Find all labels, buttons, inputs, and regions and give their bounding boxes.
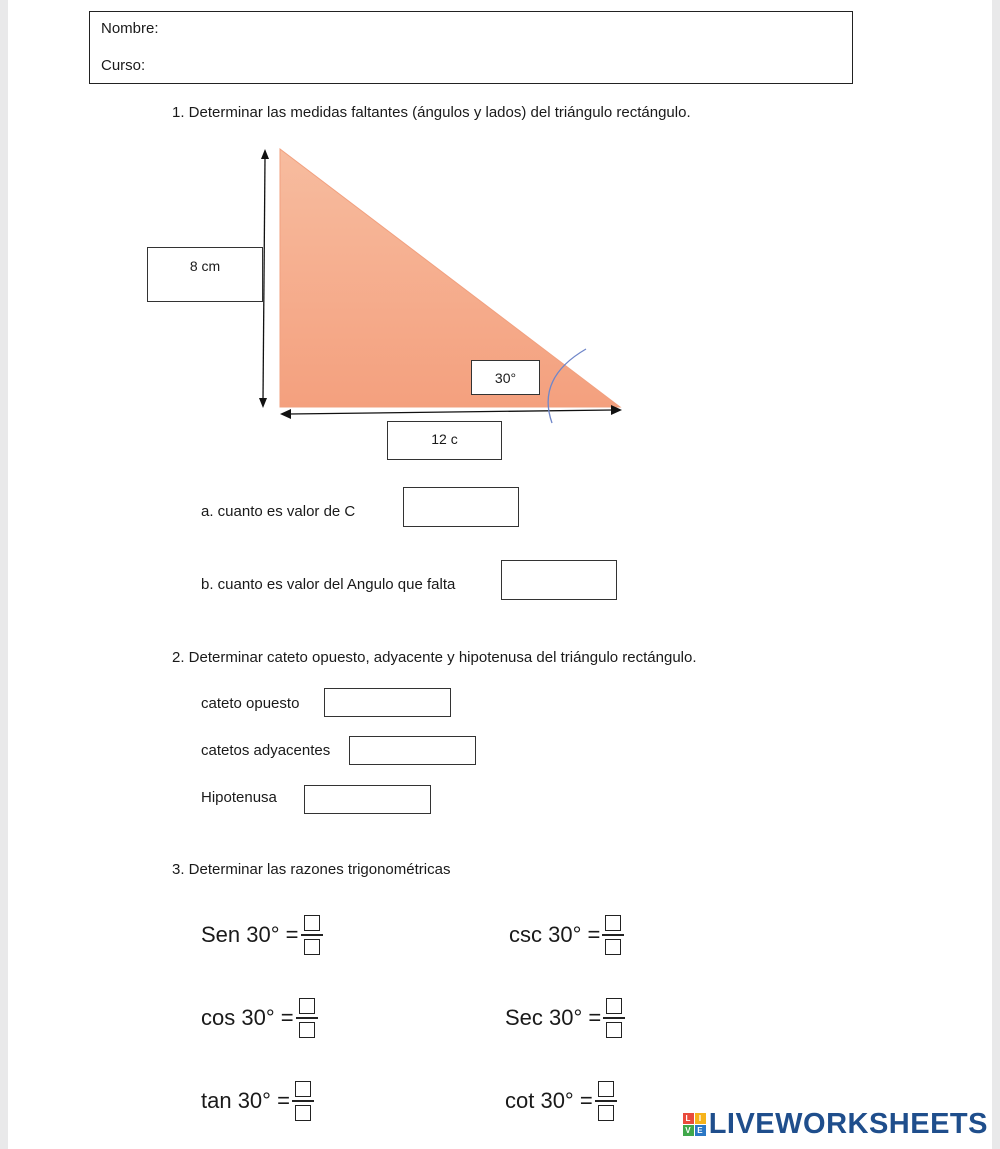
base-length-label: 12 c (431, 431, 458, 447)
question-1-title: 1. Determinar las medidas faltantes (ángulos y lados) del triángulo rectángulo. (172, 104, 691, 121)
side-length-box (147, 247, 263, 302)
sen-row (201, 915, 323, 955)
question-1a-label: a. cuanto es valor de C (201, 503, 356, 520)
angle-label: 30° (494, 370, 517, 386)
cot-label: cot 30° = (505, 1088, 593, 1113)
base-length-box (387, 421, 502, 460)
answer-c-input[interactable] (403, 487, 519, 527)
fraction-bar (296, 1017, 318, 1019)
hipotenusa-label: Hipotenusa (201, 789, 277, 806)
fraction-bar (602, 934, 624, 936)
tan-label: tan 30° = (201, 1088, 290, 1113)
logo-letter: V (683, 1125, 694, 1136)
logo-letter: E (695, 1125, 706, 1136)
fraction-bar (301, 934, 323, 936)
curso-label: Curso: (101, 57, 146, 74)
sen-denominator-input[interactable] (304, 939, 320, 955)
answer-angle-input[interactable] (501, 560, 617, 600)
cateto-opuesto-label: cateto opuesto (201, 695, 300, 712)
base-arrow-left (280, 409, 291, 419)
question-2-title: 2. Determinar cateto opuesto, adyacente y hipotenusa del triángulo rectángulo. (172, 649, 697, 666)
height-dimension-line (263, 158, 265, 400)
fraction-bar (595, 1100, 617, 1102)
liveworksheets-logo (683, 1108, 988, 1141)
cos-fraction (296, 998, 318, 1038)
cot-numerator-input[interactable] (598, 1081, 614, 1097)
sen-fraction (301, 915, 323, 955)
csc-numerator-input[interactable] (605, 915, 621, 931)
csc-row (509, 915, 624, 955)
sec-row (505, 998, 625, 1038)
sec-denominator-input[interactable] (606, 1022, 622, 1038)
cot-denominator-input[interactable] (598, 1105, 614, 1121)
fraction-bar (603, 1017, 625, 1019)
right-triangle-diagram (0, 0, 1000, 480)
catetos-adyacentes-label: catetos adyacentes (201, 742, 331, 759)
fraction-bar (292, 1100, 314, 1102)
base-dimension-line (289, 410, 613, 414)
cos-denominator-input[interactable] (299, 1022, 315, 1038)
cos-numerator-input[interactable] (299, 998, 315, 1014)
logo-mark-icon (683, 1113, 706, 1136)
cos-label: cos 30° = (201, 1005, 294, 1030)
sen-label: Sen 30° = (201, 922, 299, 947)
csc-denominator-input[interactable] (605, 939, 621, 955)
angle-box (471, 360, 540, 395)
sen-numerator-input[interactable] (304, 915, 320, 931)
tan-denominator-input[interactable] (295, 1105, 311, 1121)
logo-text: LIVEWORKSHEETS (708, 1108, 988, 1140)
question-3-title: 3. Determinar las razones trigonométricas (172, 861, 451, 878)
logo-letter: L (683, 1113, 694, 1124)
side-length-label: 8 cm (189, 258, 221, 274)
cateto-opuesto-input[interactable] (324, 688, 451, 717)
triangle-shape (280, 149, 620, 407)
height-arrow-bottom (259, 398, 267, 408)
hipotenusa-input[interactable] (304, 785, 431, 814)
tan-row (201, 1081, 314, 1121)
csc-label: csc 30° = (509, 922, 601, 947)
nombre-label: Nombre: (101, 20, 159, 37)
sec-label: Sec 30° = (505, 1005, 602, 1030)
tan-numerator-input[interactable] (295, 1081, 311, 1097)
csc-fraction (602, 915, 624, 955)
question-1b-label: b. cuanto es valor del Angulo que falta (201, 576, 456, 593)
sec-fraction (603, 998, 625, 1038)
sec-numerator-input[interactable] (606, 998, 622, 1014)
cot-row (505, 1081, 617, 1121)
height-arrow-top (261, 149, 269, 159)
cot-fraction (595, 1081, 617, 1121)
logo-letter: I (695, 1113, 706, 1124)
tan-fraction (292, 1081, 314, 1121)
cos-row (201, 998, 318, 1038)
catetos-adyacentes-input[interactable] (349, 736, 476, 765)
